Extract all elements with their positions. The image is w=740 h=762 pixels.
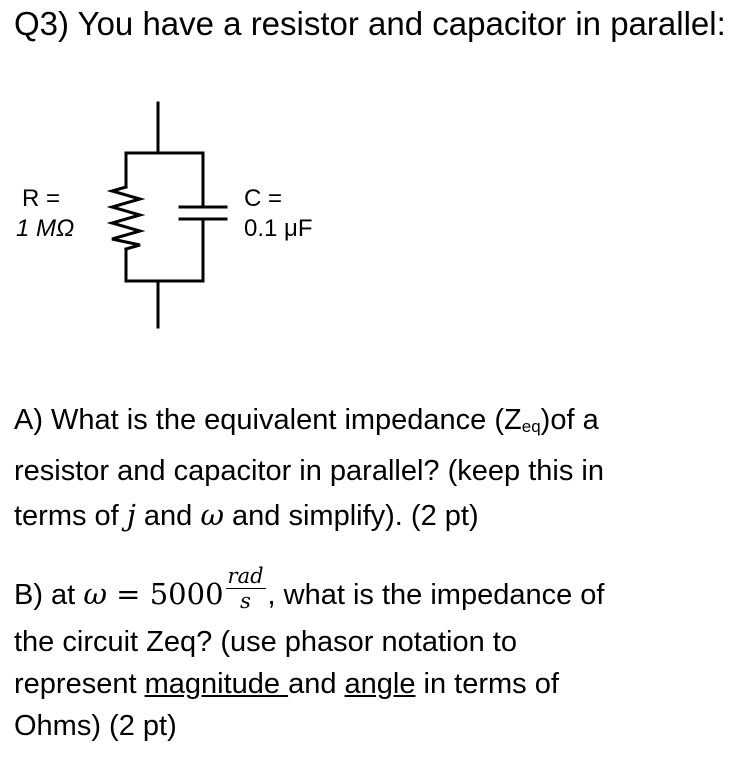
part-a-line1-suffix: )of a <box>540 404 599 436</box>
part-b-line3-a: represent <box>14 668 145 700</box>
circuit-diagram <box>0 95 360 335</box>
unit-fraction <box>226 564 266 613</box>
part-b-line-4: Ohms) (2 pt) <box>14 710 177 742</box>
part-b-line3-c: in terms of <box>415 668 559 700</box>
capacitor-label-name: C = <box>244 185 283 212</box>
part-b-line1-suffix: , what is the impedance of <box>267 579 605 612</box>
part-a-line3-b: and <box>135 500 201 532</box>
part-b-line1-prefix: B) at <box>14 579 84 612</box>
underlined-angle: angle <box>344 668 416 700</box>
zeq-subscript: eq <box>521 417 541 436</box>
part-b-question <box>14 564 605 747</box>
unit-denominator: s <box>240 589 251 613</box>
math-j: j <box>126 498 136 532</box>
math-equals: = <box>106 577 150 612</box>
unit-numerator: rad <box>227 564 264 588</box>
resistor-zigzag <box>112 187 140 249</box>
part-a-line-3 <box>14 493 604 538</box>
part-b-line3-b: and <box>288 668 345 700</box>
part-a-line3-a: terms of <box>14 500 127 532</box>
part-b-line-2: the circuit Zeq? (use phasor notation to <box>14 626 517 658</box>
resistor-label-value: 1 MΩ <box>16 215 75 242</box>
part-a-question <box>14 398 604 538</box>
part-a-line-1 <box>14 398 604 449</box>
resistor-label-name: R = <box>22 185 61 212</box>
part-a-line-2: resistor and capacitor in parallel? (keep this in <box>14 455 604 487</box>
math-omega: ω <box>83 577 107 612</box>
math-value: 5000 <box>149 577 224 612</box>
part-b-line-3 <box>14 663 604 705</box>
part-a-line3-c: and simplify). (2 pt) <box>223 500 479 532</box>
part-b-line-1 <box>14 564 605 621</box>
part-a-line1-prefix: A) What is the equivalent impedance (Z <box>14 404 522 436</box>
question-title: Q3) You have a resistor and capacitor in parallel: <box>14 5 726 42</box>
underlined-magnitude: magnitude <box>144 668 289 700</box>
capacitor-label-value: 0.1 μF <box>244 215 313 242</box>
math-omega: ω <box>200 498 224 532</box>
